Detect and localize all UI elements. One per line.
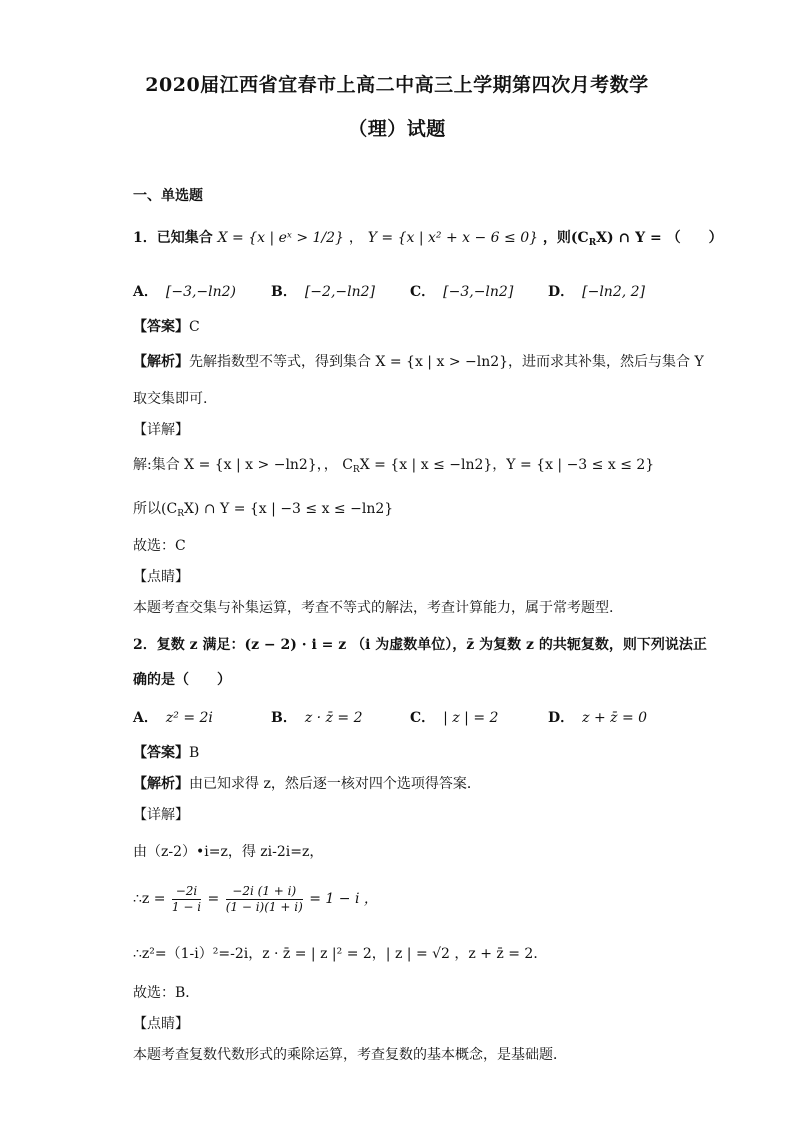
- doc-title-line1: 2020届江西省宜春市上高二中高三上学期第四次月考数学: [145, 74, 649, 96]
- q1-comment: 本题考查交集与补集运算，考查不等式的解法，考查计算能力，属于常考题型.: [133, 600, 614, 616]
- q1-option-a-text: [−3,−ln2): [165, 284, 237, 300]
- q2-option-a-text: z² = 2i: [165, 710, 213, 726]
- q2-detail-2-lhs: ∴z =: [133, 891, 166, 907]
- q2-analysis-text: 由已知求得 z，然后逐一核对四个选项得答案．: [189, 776, 481, 792]
- q2-stem-line2: 确的是（ ）: [133, 672, 231, 688]
- q2-analysis-tag: 【解析】: [133, 776, 189, 792]
- q2-option-d-label: D．: [548, 710, 575, 726]
- q1-detail-line1: [133, 455, 654, 480]
- q2-analysis: [133, 774, 481, 794]
- q1-answer: [133, 317, 200, 337]
- q1-answer-value: C: [189, 319, 200, 335]
- q1-detail-2a: 所以(C: [133, 501, 178, 517]
- q1-detail-sub-r2: R: [177, 509, 184, 519]
- q2-option-c-text: | z | = 2: [443, 710, 499, 726]
- q1-detail-tag: 【详解】: [133, 422, 189, 438]
- q2-option-b-text: z · z̄ = 2: [304, 710, 363, 726]
- q2-answer-tag: 【答案】: [133, 745, 189, 761]
- q1-detail-line3: 故选：C: [133, 538, 186, 554]
- q2-detail-2-eq: =: [207, 891, 220, 907]
- q2-fraction-2-num: −2i (1 + i): [226, 884, 303, 900]
- q1-option-c: [410, 281, 513, 301]
- q1-stem-tail: X) ∩ Y = （ ）: [596, 230, 723, 246]
- q2-fraction-1-num: −2i: [172, 884, 201, 900]
- q2-comment: 本题考查复数代数形式的乘除运算，考查复数的基本概念，是基础题．: [133, 1047, 567, 1063]
- q1-option-d-label: D．: [548, 284, 575, 300]
- q2-detail-line1: 由（z-2）•i=z，得 zi-2i=z，: [133, 844, 324, 860]
- q1-option-c-label: C．: [410, 284, 436, 300]
- section-heading: 一、单选题: [133, 188, 203, 204]
- q1-set-x: X = {x | eˣ > 1/2}: [217, 230, 344, 246]
- q1-option-b-label: B．: [271, 284, 297, 300]
- q1-sub-r: R: [588, 238, 597, 248]
- q1-analysis-text1: 先解指数型不等式，得到集合 X = {x | x > −ln2}，进而求其补集，然后与集合 Y: [189, 354, 704, 370]
- q1-option-c-text: [−3,−ln2]: [443, 284, 514, 300]
- q1-detail-sub-r: R: [352, 465, 360, 475]
- q1-analysis-line1: [133, 352, 704, 372]
- q1-answer-tag: 【答案】: [133, 319, 189, 335]
- q2-answer: [133, 743, 199, 763]
- q1-analysis-line2: 取交集即可.: [133, 391, 208, 407]
- q2-stem-line1: 2．复数 z 满足：(z − 2) · i = z （i 为虚数单位），z̄ 为复数 z 的共轭复数，则下列说法正: [133, 637, 707, 653]
- q2-fraction-1: [172, 884, 201, 915]
- q2-fraction-2-den: (1 − i)(1 + i): [225, 899, 303, 914]
- q2-option-d-text: z + z̄ = 0: [582, 710, 648, 726]
- doc-title-line2: （理）试题: [348, 118, 446, 140]
- q1-stem-prefix: 1．已知集合: [133, 230, 213, 246]
- q2-comment-tag: 【点睛】: [133, 1016, 189, 1032]
- q2-option-c: [410, 707, 498, 727]
- q2-answer-value: B: [189, 745, 200, 761]
- q1-stem-suffix: ，则(C: [542, 230, 589, 246]
- q1-detail-1: 解:集合 X = {x | x > −ln2}，， C: [133, 457, 353, 473]
- q2-option-d: [548, 707, 647, 727]
- q1-detail-line2: [133, 499, 393, 524]
- q2-fraction-1-den: 1 − i: [171, 899, 202, 914]
- q1-option-a-label: A．: [133, 284, 158, 300]
- q2-detail-line3: ∴z²=（1-i）²=-2i，z · z̄ = | z |² = 2，| z | = √2 ，z + z̄ = 2．: [133, 946, 548, 962]
- q1-option-b-text: [−2,−ln2]: [304, 284, 375, 300]
- q2-option-a-label: A．: [133, 710, 158, 726]
- q1-set-y: Y = {x | x² + x − 6 ≤ 0}: [367, 230, 539, 246]
- q2-detail-line4: 故选：B．: [133, 985, 200, 1001]
- q2-fraction-2: [226, 884, 303, 915]
- q1-detail-2b: X) ∩ Y = {x | −3 ≤ x ≤ −ln2}: [183, 501, 394, 517]
- q1-option-d-text: [−ln2, 2]: [582, 284, 646, 300]
- q2-detail-tag: 【详解】: [133, 807, 189, 823]
- q2-option-b-label: B．: [271, 710, 297, 726]
- q1-stem: 1．已知集合 X = {x | eˣ > 1/2} ， Y = {x | x² + x − 6 ≤ 0} ，则$(C_RX)$ ∩ Y = （ ）: [133, 230, 723, 248]
- q1-detail-1b: X = {x | x ≤ −ln2}，Y = {x | −3 ≤ x ≤ 2}: [359, 457, 655, 473]
- q2-detail-line2: [133, 882, 378, 916]
- q2-option-b: [271, 707, 362, 727]
- q2-detail-2-rhs: = 1 − i ，: [309, 891, 378, 907]
- q1-comment-tag: 【点睛】: [133, 569, 189, 585]
- q2-option-c-label: C．: [410, 710, 436, 726]
- q1-analysis-tag: 【解析】: [133, 354, 189, 370]
- q1-option-b: [271, 281, 375, 301]
- q1-option-d: [548, 281, 645, 301]
- q2-option-a: [133, 707, 213, 727]
- q1-option-a: [133, 281, 236, 301]
